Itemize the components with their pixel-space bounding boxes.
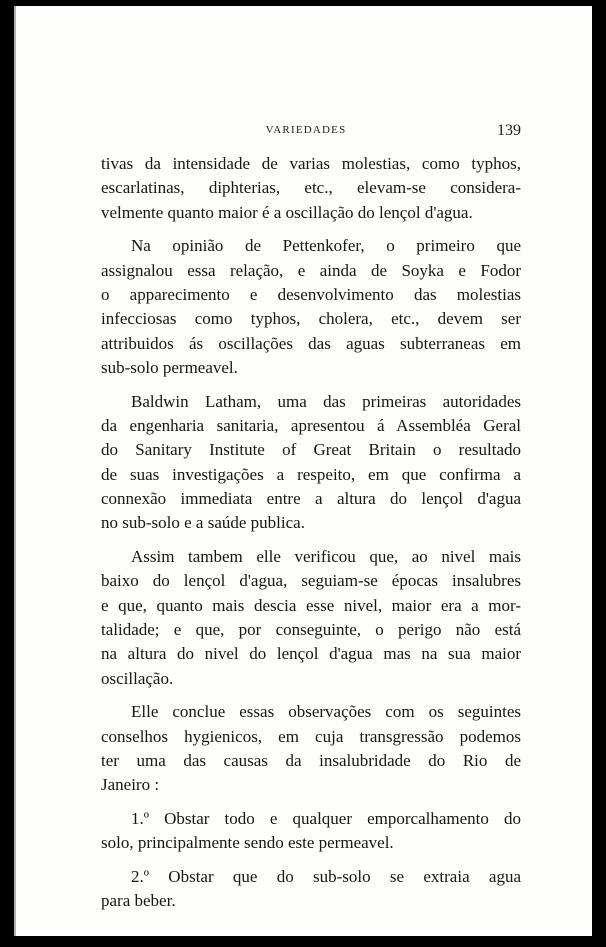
text-line: baixo do lençol d'agua, seguiam-se épocas insalubres <box>101 571 521 591</box>
text-line: e que, quanto mais descia esse nivel, maior era a mor- <box>101 595 521 615</box>
text-line: tivas da intensidade de varias molestias, como typhos, <box>101 154 521 173</box>
paragraph <box>101 807 521 856</box>
text-line: para beber. <box>101 890 176 910</box>
text-line: conselhos hygienicos, em cuja transgressão podemos <box>101 726 521 746</box>
body-text <box>101 152 521 913</box>
text-line: sub-solo permeavel. <box>101 358 238 378</box>
paragraph <box>101 700 521 798</box>
running-title: VARIEDADES <box>265 124 347 136</box>
text-line: de suas investigações a respeito, em que confirma a <box>101 464 521 484</box>
book-page <box>14 6 592 936</box>
paragraph <box>101 234 521 380</box>
text-line: o apparecimento e desenvolvimento das molestias <box>101 284 521 304</box>
text-line: connexão immediata entre a altura do lençol d'agua <box>101 489 521 509</box>
paragraph <box>101 545 521 691</box>
text-line: ter uma das causas da insalubridade do Rio de <box>101 750 521 770</box>
running-head <box>101 122 521 144</box>
text-line: Janeiro : <box>101 775 160 795</box>
text-line: do Sanitary Institute of Great Britain o resultado <box>101 440 521 460</box>
page-number: 139 <box>497 122 521 139</box>
paragraph <box>101 152 521 225</box>
text-line: talidade; e que, por conseguinte, o perigo não está <box>101 620 521 640</box>
text-line: oscillação. <box>101 668 174 688</box>
paragraph <box>101 865 521 914</box>
paragraph <box>101 390 521 536</box>
text-line: solo, principalmente sendo este permeavel. <box>101 833 394 853</box>
text-line: da engenharia sanitaria, apresentou á Assembléa Geral <box>101 415 521 435</box>
text-line: velmente quanto maior é a oscillação do lençol d'agua. <box>101 202 473 222</box>
page-spine-shadow <box>14 6 16 936</box>
text-line: escarlatinas, diphterias, etc., elevam-se considera- <box>101 178 521 198</box>
text-line: 1.º Obstar todo e qualquer emporcalhamento do <box>131 808 521 828</box>
text-line: Na opinião de Pettenkofer, o primeiro que <box>131 236 521 256</box>
text-line: no sub-solo e a saúde publica. <box>101 513 305 533</box>
text-line: Assim tambem elle verificou que, ao nivel mais <box>131 546 521 566</box>
text-line: assignalou essa relação, e ainda de Soyka e Fodor <box>101 260 521 280</box>
text-line: 2.º Obstar que do sub-solo se extraia agua <box>131 866 521 886</box>
text-line: na altura do nivel do lençol d'agua mas na sua maior <box>101 644 521 664</box>
text-line: infecciosas como typhos, cholera, etc., devem ser <box>101 309 521 329</box>
text-line: attribuidos ás oscillações das aguas subterraneas em <box>101 333 521 353</box>
text-line: Baldwin Latham, uma das primeiras autoridades <box>131 391 521 411</box>
text-line: Elle conclue essas observações com os seguintes <box>131 702 521 722</box>
